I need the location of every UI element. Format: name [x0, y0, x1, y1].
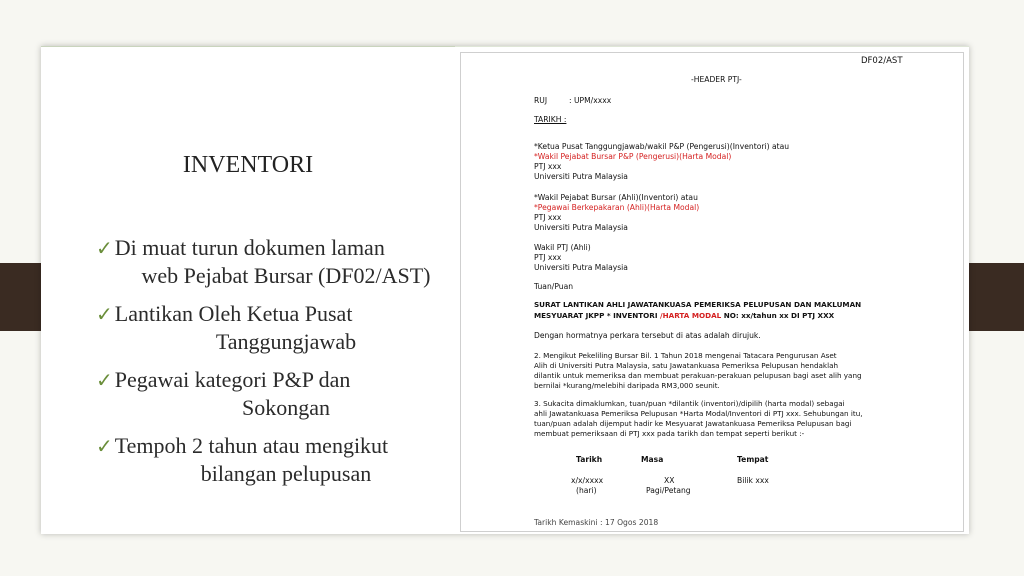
bullet-text: Tempoh 2 tahun atau mengikut — [114, 433, 389, 458]
bullet-text: Di muat turun dokumen laman — [114, 235, 385, 260]
bullet-item — [96, 366, 476, 422]
para3-line: tuan/puan adalah dijemput hadir ke Mesyuarat Jawatankuasa Pemeriksa Pelupusan bagi — [534, 419, 852, 428]
table-header: Masa — [641, 455, 664, 464]
bullet-item — [96, 234, 476, 290]
para3-line: ahli Jawatankuasa Pemeriksa Pelupusan *Harta Modal/Inventori di PTJ xxx. Sehubungan itu, — [534, 409, 863, 418]
ruj-label: RUJ — [534, 96, 548, 105]
para2-line: bernilai *kurang/melebihi daripada RM3,000 seunit. — [534, 381, 720, 390]
bullet-item — [96, 432, 476, 488]
bullet-text: Lantikan Oleh Ketua Pusat — [114, 301, 353, 326]
header-ptj: -HEADER PTJ- — [691, 75, 742, 84]
salutation: Tuan/Puan — [534, 282, 574, 291]
document-image — [460, 52, 964, 532]
tarikh-label: TARIKH : — [534, 115, 567, 124]
subject-line: MESYUARAT JKPP * INVENTORI /HARTA MODAL NO: xx/tahun xx DI PTJ XXX — [534, 311, 835, 320]
bullet-list — [96, 234, 476, 498]
table-cell: XX — [664, 476, 675, 485]
block3-line: PTJ xxx — [534, 253, 562, 262]
table-cell: x/x/xxxx — [571, 476, 604, 485]
checkmark-icon: ✓ — [96, 236, 113, 260]
para2-line: Alih di Universiti Putra Malaysia, satu Jawatankuasa Pemeriksa Pelupusan hendaklah — [534, 361, 839, 370]
table-cell: Pagi/Petang — [646, 486, 691, 495]
block2-line: Universiti Putra Malaysia — [534, 223, 628, 232]
footer-date: Tarikh Kemaskini : 17 Ogos 2018 — [534, 518, 659, 527]
table-cell: Bilik xxx — [737, 476, 769, 485]
block1-line: *Wakil Pejabat Bursar P&P (Pengerusi)(Harta Modal) — [534, 152, 732, 161]
para3-line: 3. Sukacita dimaklumkan, tuan/puan *dilantik (inventori)/dipilih (harta modal) sebagai — [534, 399, 845, 408]
checkmark-icon: ✓ — [96, 434, 113, 458]
subject-line: SURAT LANTIKAN AHLI JAWATANKUASA PEMERIKSA PELUPUSAN DAN MAKLUMAN — [534, 300, 862, 309]
block3-line: Wakil PTJ (Ahli) — [534, 243, 591, 252]
block1-line: PTJ xxx — [534, 162, 562, 171]
block1-line: Universiti Putra Malaysia — [534, 172, 628, 181]
bullet-text: Pegawai kategori P&P dan — [114, 367, 351, 392]
block1-line: *Ketua Pusat Tanggungjawab/wakil P&P (Pengerusi)(Inventori) atau — [534, 142, 790, 151]
block2-line: *Wakil Pejabat Bursar (Ahli)(Inventori) atau — [534, 193, 698, 202]
slide-title: INVENTORI — [182, 152, 314, 178]
block3-line: Universiti Putra Malaysia — [534, 263, 628, 272]
checkmark-icon: ✓ — [96, 368, 113, 392]
ruj-value: : UPM/xxxx — [569, 96, 612, 105]
bullet-text: bilangan pelupusan — [200, 461, 372, 486]
table-header: Tarikh — [576, 455, 603, 464]
bullet-text: web Pejabat Bursar (DF02/AST) — [141, 263, 431, 288]
para2-line: 2. Mengikut Pekeliling Bursar Bil. 1 Tahun 2018 mengenai Tatacara Pengurusan Aset — [534, 351, 837, 360]
para2-line: dilantik untuk memeriksa dan membuat perakuan-perakuan pelupusan bagi aset alih yang — [534, 371, 862, 380]
checkmark-icon: ✓ — [96, 302, 113, 326]
block2-line: PTJ xxx — [534, 213, 562, 222]
bullet-item — [96, 300, 476, 356]
intro-text: Dengan hormatnya perkara tersebut di atas adalah dirujuk. — [534, 331, 761, 340]
table-cell: (hari) — [576, 486, 597, 495]
form-code: DF02/AST — [861, 56, 903, 66]
bullet-text: Sokongan — [242, 395, 330, 420]
bullet-text: Tanggungjawab — [215, 329, 357, 354]
para3-line: membuat pemeriksaan di PTJ xxx pada tarikh dan tempat seperti berikut :- — [534, 429, 805, 438]
left-panel — [41, 46, 455, 533]
block2-line: *Pegawai Berkepakaran (Ahli)(Harta Modal) — [534, 203, 700, 212]
table-header: Tempat — [737, 455, 769, 464]
